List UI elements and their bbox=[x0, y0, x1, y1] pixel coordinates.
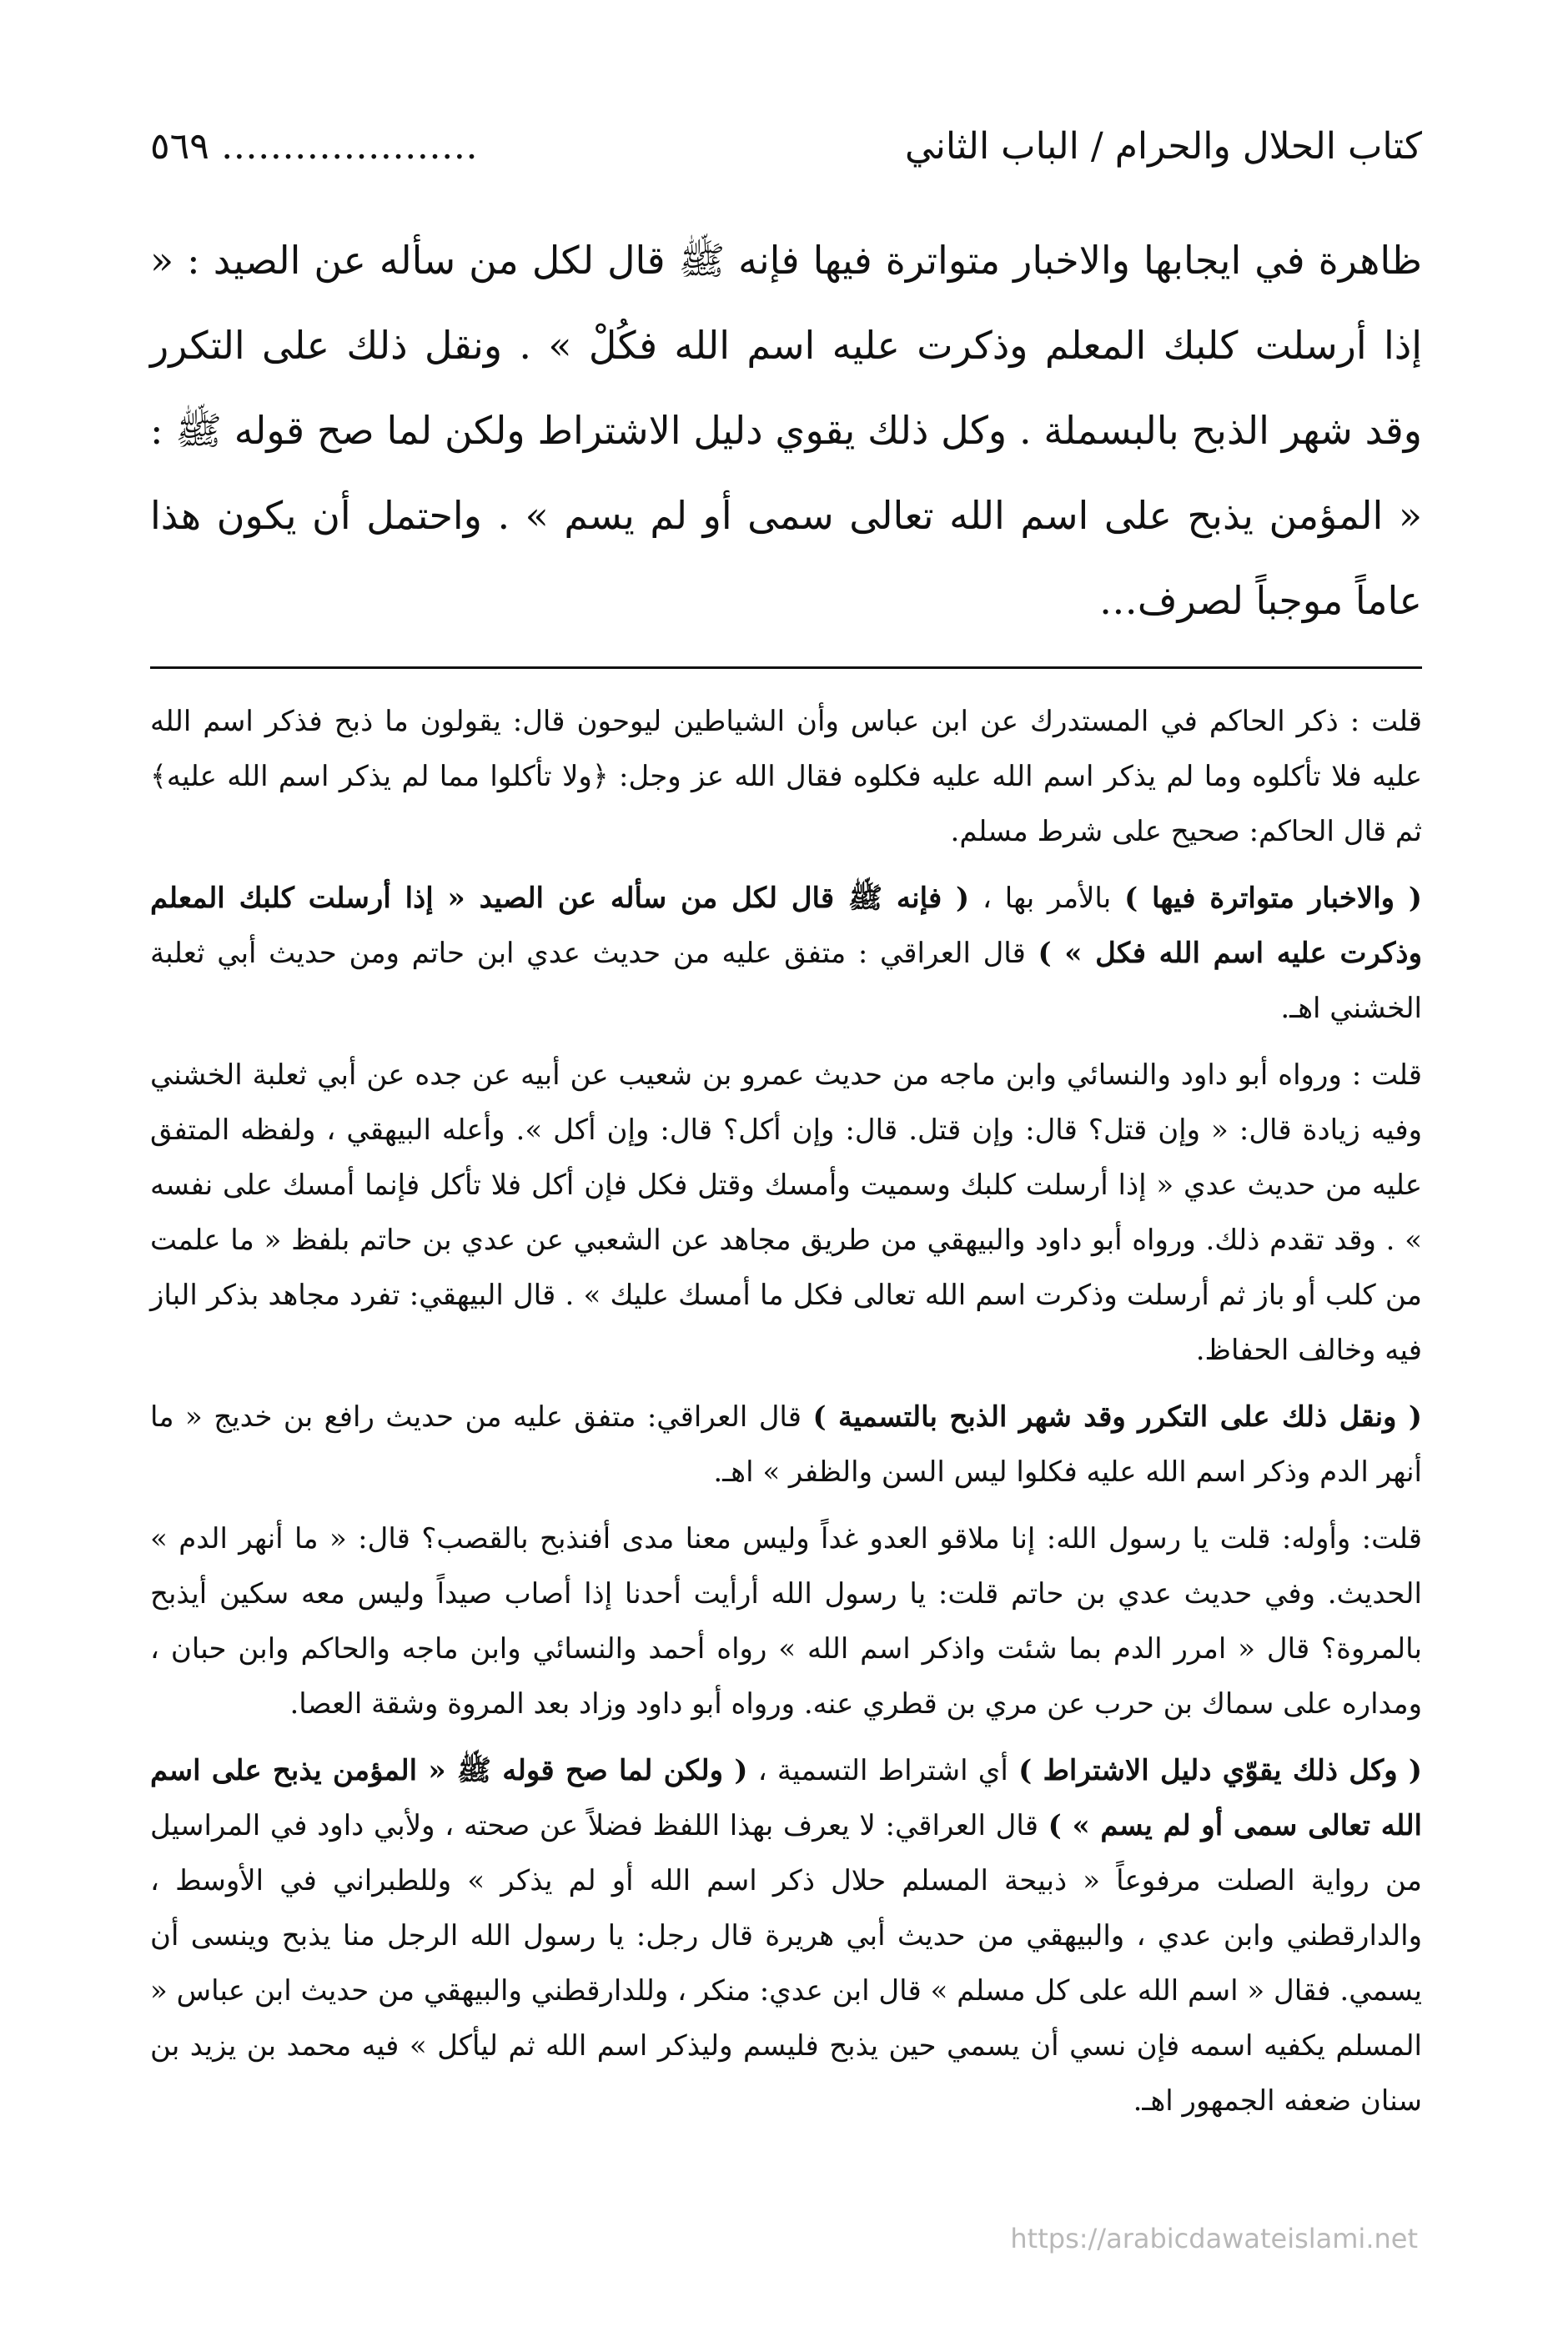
page-number-line bbox=[150, 125, 478, 168]
quoted-phrase: ( وكل ذلك يقوّي دليل الاشتراط ) bbox=[1018, 1754, 1422, 1787]
quoted-phrase: ( ولكن لما صح قوله ﷺ « المؤمن يذبح على اسم الله تعالى سمى أو لم يسم » ) bbox=[150, 1754, 1422, 1842]
commentary-note-1: قلت : ذكر الحاكم في المستدرك عن ابن عباس وأن الشياطين ليوحون قال: يقولون ما ذبح فذكر اسم الله عليه فلا تأكلوه وما لم يذكر اسم الله عليه فكلوه فقال الله عز وجل: ﴿ولا تأكلوا مما لم يذكر اسم الله عليه﴾ ثم قال الحاكم: صحيح على شرط مسلم. bbox=[150, 705, 1423, 848]
running-header bbox=[150, 125, 1422, 168]
leader-dots: ………………… bbox=[220, 125, 478, 168]
commentary-note-3: قلت : ورواه أبو داود والنسائي وابن ماجه من حديث عمرو بن شعيب عن أبيه عن جده عن أبي ثعلبة الخشني وفيه زيادة قال: « وإن قتل؟ قال: وإن قتل. قال: وإن أكل؟ قال: وإن أكل ». وأعله البيهقي ، ولفظه المتفق عليه من حديث عدي « إذا أرسلت كلبك وسميت وأمسك وقتل فكل فإن أكل فلا تأكل فإنما أمسك على نفسه » . وقد تقدم ذلك. ورواه أبو داود والبيهقي من طريق مجاهد عن الشعبي عن عدي بن حاتم بلفظ « ما علمت من كلب أو باز ثم أرسلت وذكرت اسم الله تعالى فكل ما أمسك عليك » . قال البيهقي: تفرد مجاهد بذكر الباز فيه وخالف الحفاظ. bbox=[150, 1058, 1422, 1367]
book-page bbox=[150, 125, 1422, 2140]
note-text: قال العراقي : متفق عليه من حديث عدي ابن حاتم ومن حديث أبي ثعلبة الخشني اهـ. bbox=[150, 937, 1422, 1025]
note-text: قال العراقي: لا يعرف بهذا اللفظ فضلاً عن صحته ، ولأبي داود في المراسيل من رواية الصلت مرفوعاً « ذبيحة المسلم حلال ذكر اسم الله أو لم يذكر » وللطبراني في الأوسط ، والدارقطني وابن عدي ، والبيهقي من حديث أبي هريرة قال رجل: يا رسول الله الرجل منا يذبح وينسى أن يسمي. فقال « اسم الله على كل مسلم » قال ابن عدي: منكر ، وللدارقطني والبيهقي من حديث ابن عباس « المسلم يكفيه اسمه فإن نسي أن يسمي حين يذبح فليسم وليذكر اسم الله ثم ليأكل » فيه محمد بن يزيد بن سنان ضعفه الجمهور اهـ. bbox=[150, 1809, 1422, 2118]
watermark-url: https://arabicdawateislami.net bbox=[1010, 2223, 1418, 2254]
note-text: أي اشتراط التسمية ، bbox=[747, 1754, 1019, 1787]
commentary-note-5: قلت: وأوله: قلت يا رسول الله: إنا ملاقو العدو غداً وليس معنا مدى أفنذبح بالقصب؟ قال: « ما أنهر الدم » الحديث. وفي حديث عدي بن حاتم قلت: يا رسول الله أرأيت أحدنا إذا أصاب صيداً وليس معه سكين أيذبح بالمروة؟ قال « امرر الدم بما شئت واذكر اسم الله » رواه أحمد والنسائي وابن ماجه والحاكم وابن حبان ، ومداره على سماك بن حرب عن مري بن قطري عنه. ورواه أبو داود وزاد بعد المروة وشقة العصا. bbox=[150, 1522, 1422, 1721]
quoted-phrase: ( فإنه ﷺ قال لكل من سأله عن الصيد « إذا أرسلت كلبك المعلم وذكرت عليه اسم الله فكل » ) bbox=[150, 882, 1422, 970]
main-text-block bbox=[150, 218, 1422, 643]
note-text: بالأمر بها ، bbox=[969, 882, 1125, 915]
commentary-note-6 bbox=[150, 1743, 1422, 2128]
note-text: قال العراقي: متفق عليه من حديث رافع بن خديج « ما أنهر الدم وذكر اسم الله عليه فكلوا ليس السن والظفر » اهـ. bbox=[150, 1400, 1422, 1489]
page-number: ٥٦٩ bbox=[150, 125, 209, 168]
quoted-phrase: ( ونقل ذلك على التكرر وقد شهر الذبح بالتسمية ) bbox=[812, 1400, 1422, 1434]
commentary-block bbox=[150, 694, 1422, 2128]
running-header-title: كتاب الحلال والحرام / الباب الثاني bbox=[904, 125, 1422, 168]
footnote-divider bbox=[150, 666, 1422, 669]
quoted-phrase: ( والاخبار متواترة فيها ) bbox=[1124, 882, 1422, 915]
commentary-note-2 bbox=[150, 871, 1422, 1036]
commentary-note-4 bbox=[150, 1390, 1422, 1500]
main-paragraph: ظاهرة في ايجابها والاخبار متواترة فيها فإنه ﷺ قال لكل من سأله عن الصيد : « إذا أرسلت كلبك المعلم وذكرت عليه اسم الله فكُلْ » . ونقل ذلك على التكرر وقد شهر الذبح بالبسملة . وكل ذلك يقوي دليل الاشتراط ولكن لما صح قوله ﷺ : « المؤمن يذبح على اسم الله تعالى سمى أو لم يسم » . واحتمل أن يكون هذا عاماً موجباً لصرف… bbox=[150, 238, 1422, 623]
